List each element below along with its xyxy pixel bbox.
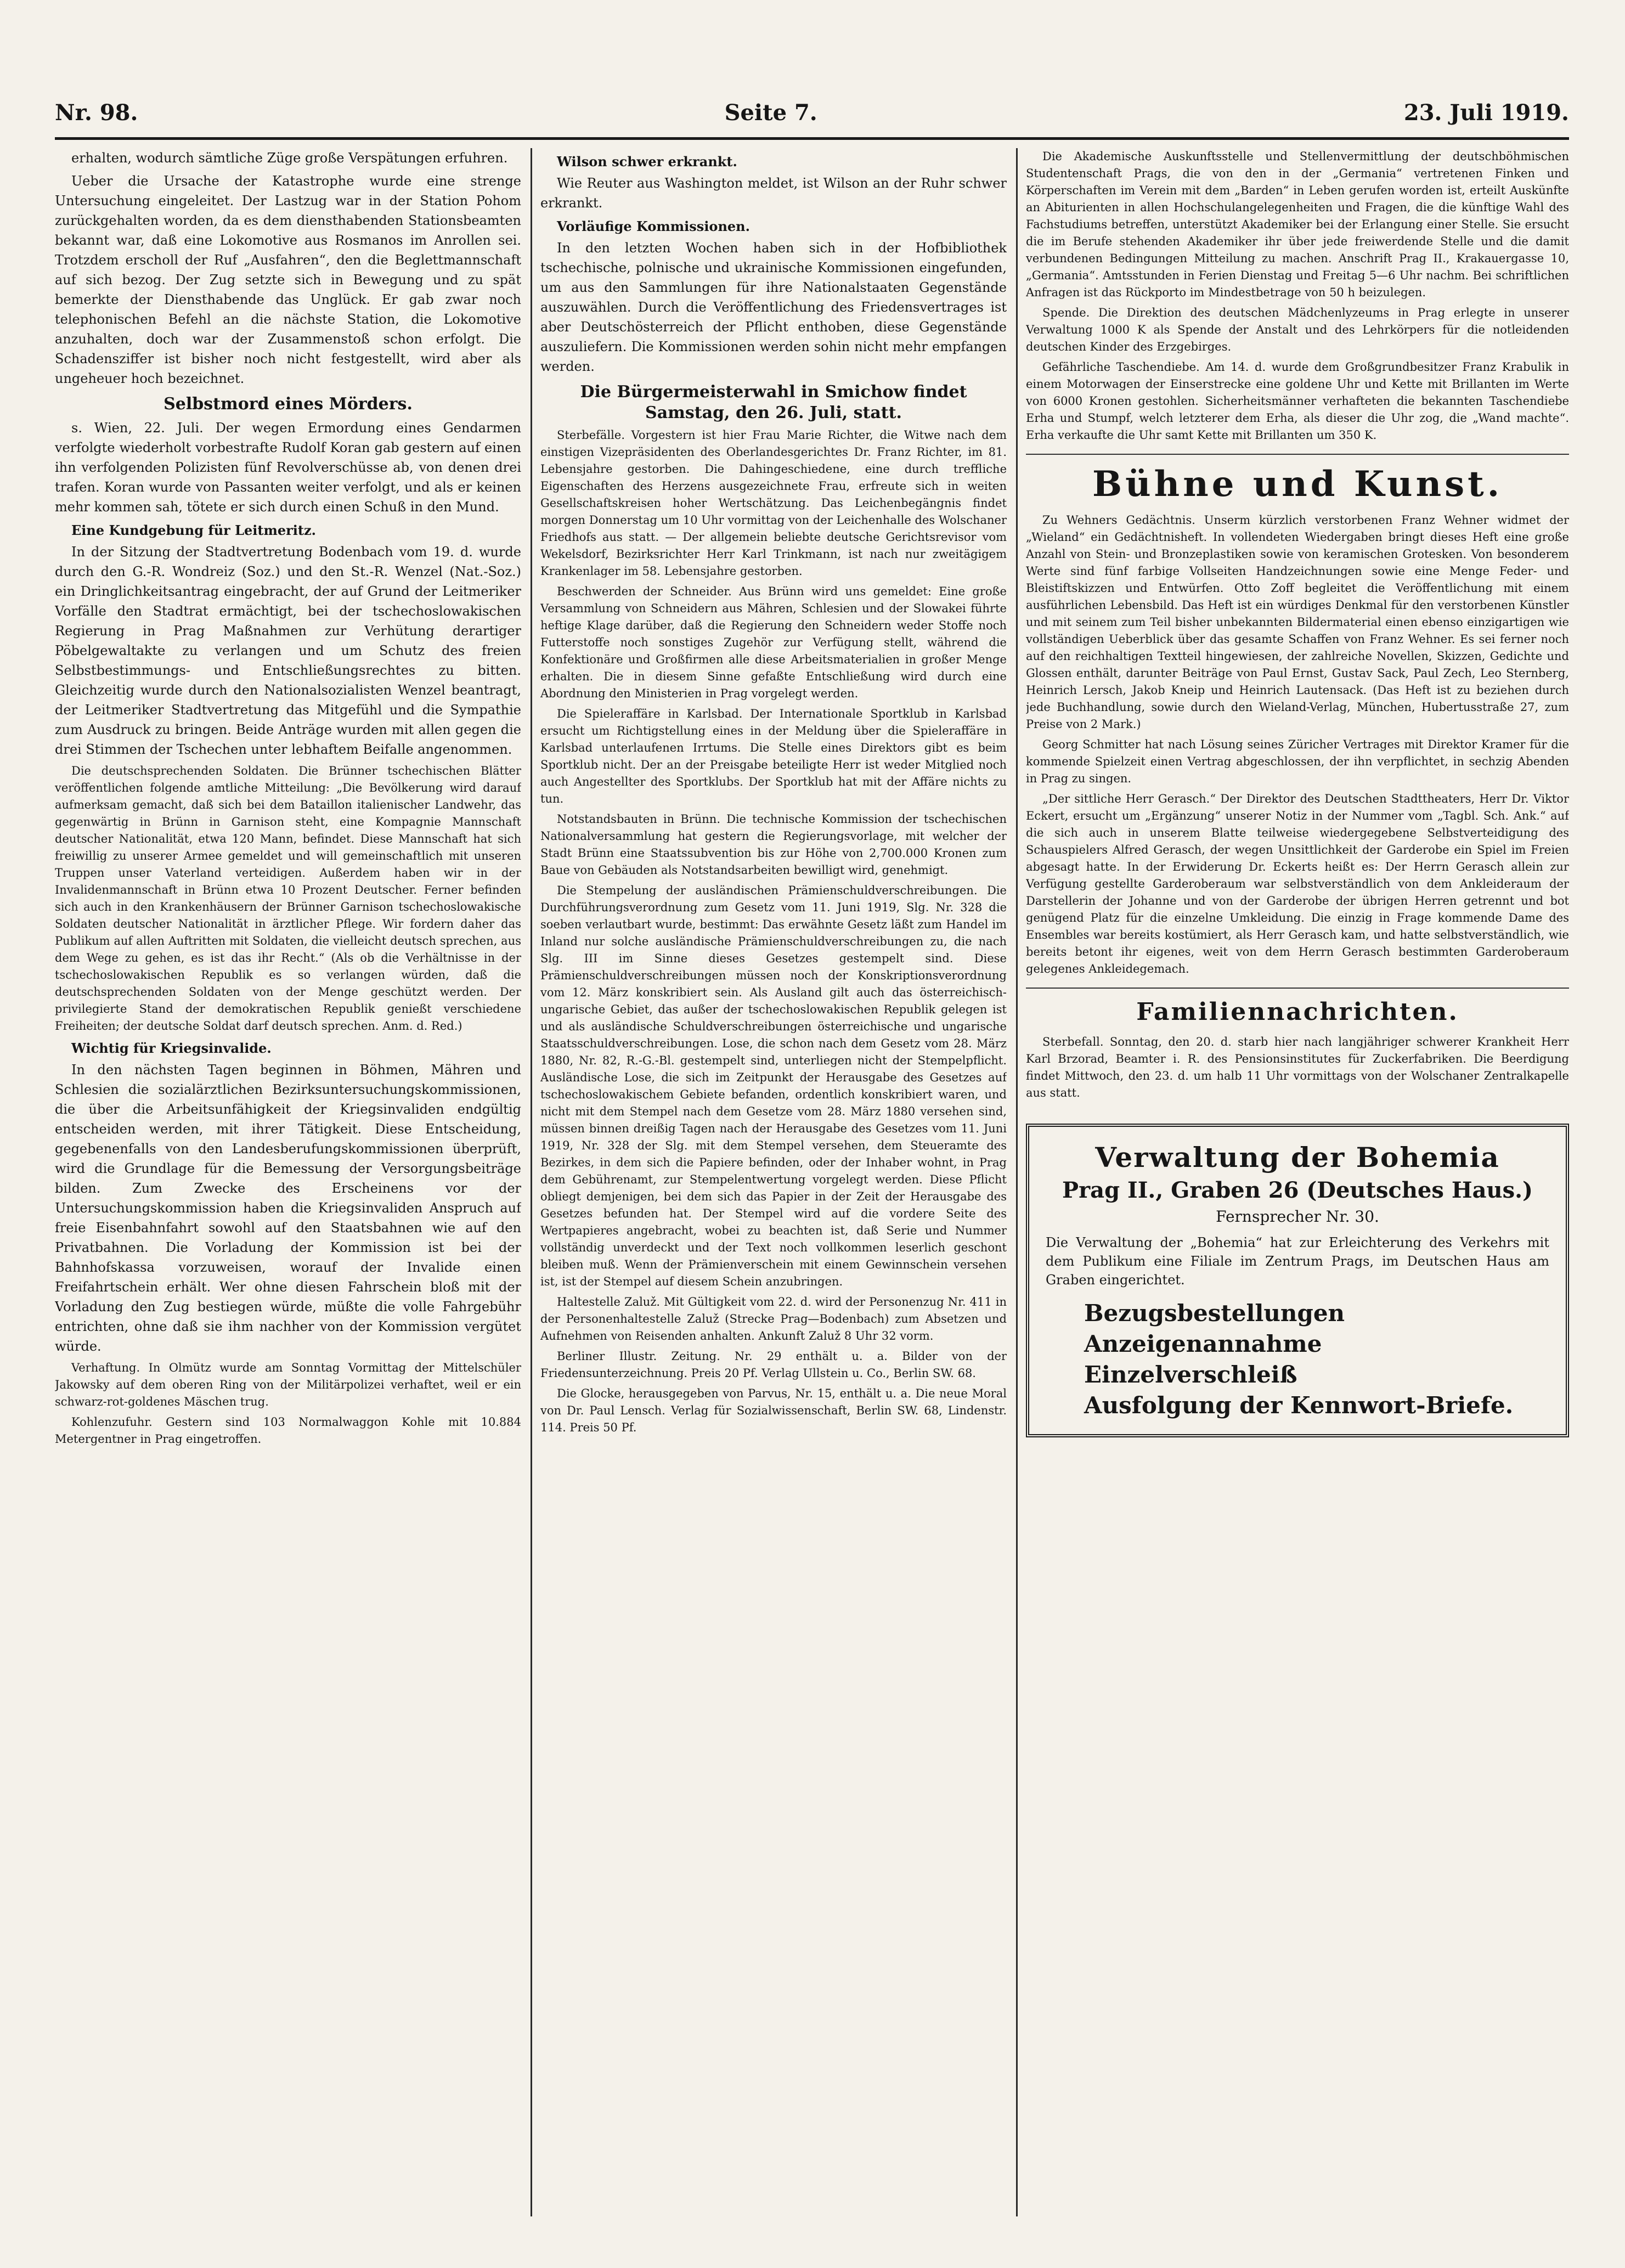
column-2 (540, 148, 1007, 2216)
article-headline: Selbstmord eines Mörders. (163, 394, 413, 414)
ad-service-item: Einzelverschleiß (1084, 1361, 1297, 1388)
header-rule (55, 137, 1569, 140)
article-paragraph: In den nächsten Tagen beginnen in Böhmen, Mähren und Schlesien die sozialärztlichen Bezirksuntersuchungskommissionen, die über die Arbeitsunfähigkeit der Kriegsinvaliden endgültig entscheiden werden, mit ihrer Tätigkeit. Diese Entscheidung, gegebenenfalls von den Landesberufungskommissionen überprüft, wird die Grundlage für die Bemessung der Versorgungsbeiträge bilden. Zum Zwecke des Erscheinens vor der Untersuchungskommission haben die Kriegsinvaliden Anspruch auf freie Eisenbahnfahrt sowohl auf den Staatsbahnen wie auf den Privatbahnen. Die Vorladung der Kommission ist bei der Bahnhofskassa vorzuweisen, worauf der Invalide einen Freifahrtschein erhält. Wer ohne diesen Fahrschein bloß mit der Vorladung den Zug bestiegen würde, müßte die volle Fahrgebühr entrichten, ohne daß sie ihm nachher von der Kommission vergütet würde. (55, 1062, 521, 1354)
issue-number: Nr. 98. (55, 99, 138, 126)
column-3-articles (1026, 148, 1569, 1102)
news-item: Die Glocke, herausgegeben von Parvus, Nr. 15, enthält u. a. Die neue Moral von Dr. Paul Lensch. Verlag für Sozialwissenschaft, Berlin SW. 68, Lindenstr. 114. Preis 50 Pf. (540, 1387, 1007, 1434)
article-paragraph: In der Sitzung der Stadtvertretung Bodenbach vom 19. d. wurde durch den G.-R. Wondreiz (Soz.) und den St.-R. Wenzel (Nat.-Soz.) ein Dringlichkeitsantrag eingebracht, der auf Grund der Leitmeriker Vorfälle den Stadtrat ermächtigt, bei der tschechoslowakischen Regierung in Prag Maßnahmen zur Verhütung derartiger Pöbelgewaltakte zu verlangen und um Schutz des freien Selbstbestimmungs- und Entschließungsrechtes zu bitten. Gleichzeitig wurde durch den Nationalsozialisten Wenzel beantragt, der Leitmeriker Stadtvertretung das Mitgefühl und die Sympathie zum Ausdruck zu bringen. Beide Anträge wurden mit allen gegen die drei Stimmen der Tschechen unter lebhaftem Beifalle angenommen. (55, 544, 521, 757)
section-rule (1026, 454, 1569, 455)
article-headline: Vorläufige Kommissionen. (557, 218, 750, 234)
article-paragraph: Ueber die Ursache der Katastrophe wurde eine strenge Untersuchung eingeleitet. Der Lastzug war in der Station Pohom zurückgehalten worden, da es dem diensthabenden Stationsbeamten bekannt war, daß eine Lokomotive aus Rosmanos im Anrollen sei. Trotzdem erscholl der Ruf „Ausfahren“, den die Beglettmannschaft auf sich bezog. Der Zug setzte sich in Bewegung und zu spät bemerkte der Diensthabende das Unglück. Er gab zwar noch telephonischen Befehl an die nächste Station, die Lokomotive anzuhalten, doch war der Zusammenstoß schon erfolgt. Die Schadensziffer ist bisher noch nicht festgestellt, wird aber als ungeheuer hoch bezeichnet. (55, 173, 521, 386)
news-item: Die Akademische Auskunftsstelle und Stellenvermittlung der deutschböhmischen Studentenschaft Prags, die von den in der „Germania“ vertretenen Finken und Körperschaften im Verein mit dem „Barden“ in Leben gerufen worden ist, erteilt Auskünfte an Abiturienten in allen Hochschulangelegenheiten und Fragen, die die künftige Wahl des Fachstudiums betreffen, unterstützt Akademiker bei der Erlangung einer Stelle. Sie ersucht die im Berufe stehenden Akademiker ihr über jede freiwerdende Stelle und die damit verbundenen Bedingungen Mitteilung zu machen. Anschrift Prag II., Krakauergasse 10, „Germania“. Amtsstunden in Ferien Dienstag und Freitag 5—6 Uhr nachm. Bei schriftlichen Anfragen ist das Rückporto im Mindestbetrage von 50 h beizulegen. (1026, 150, 1569, 299)
article-paragraph: In den letzten Wochen haben sich in der Hofbibliothek tschechische, polnische und ukrainische Kommissionen eingefunden, um aus den Sammlungen für ihre Nationalstaaten Gegenstände auszuwählen. Durch die Veröffentlichung des Friedensvertrages ist aber Deutschösterreich der Pflicht enthoben, diese Gegenstände auszuliefern. Die Kommissionen werden sohin nicht mehr empfangen werden. (540, 240, 1007, 374)
ad-services-list (1046, 1298, 1549, 1421)
news-item: Notstandsbauten in Brünn. Die technische Kommission der tschechischen Nationalversammlung hat gestern die Regierungsvorlage, mit welcher der Stadt Brünn eine Staatssubvention bis zur Höhe von 2,700.000 Kronen zum Baue von Gebäuden als Notstandsarbeiten bewilligt wird, genehmigt. (540, 813, 1007, 877)
issue-date: 23. Juli 1919. (1403, 99, 1569, 126)
news-item: Verhaftung. In Olmütz wurde am Sonntag Vormittag der Mittelschüler Jakowsky auf dem oberen Ring von der Militärpolizei verhaftet, weil er ein schwarz-rot-goldenes Mäschen trug. (55, 1361, 521, 1408)
article-paragraph: s. Wien, 22. Juli. Der wegen Ermordung eines Gendarmen verfolgte wiederholt vorbestrafte Rudolf Koran gab gestern auf einen ihn verfolgenden Polizisten fünf Revolverschüsse ab, von denen drei trafen. Koran wurde von Passanten weiter verfolgt, und als er keinen mehr kommen sah, tötete er sich durch einen Schuß in den Mund. (55, 420, 521, 515)
news-item: Kohlenzufuhr. Gestern sind 103 Normalwaggon Kohle mit 10.884 Metergentner in Prag eingetroffen. (55, 1415, 521, 1446)
article-headline: Wichtig für Kriegsinvalide. (71, 1040, 272, 1056)
ad-address: Prag II., Graben 26 (Deutsches Haus.) (1062, 1177, 1533, 1203)
news-item: Georg Schmitter hat nach Lösung seines Züricher Vertrages mit Direktor Kramer für die kommende Spielzeit einen Vertrag abgeschlossen, der ihn verpflichtet, in sechzig Abenden in Prag zu singen. (1026, 738, 1569, 785)
newspaper-page (55, 93, 1569, 2222)
article-paragraph: Wie Reuter aus Washington meldet, ist Wilson an der Ruhr schwer erkrankt. (540, 176, 1007, 211)
page-number: Seite 7. (724, 99, 817, 126)
article-headline: Die Bürgermeisterwahl in Smichow findet Samstag, den 26. Juli, statt. (580, 382, 967, 422)
ad-body: Die Verwaltung der „Bohemia“ hat zur Erleichterung des Verkehrs mit dem Publikum eine Filiale im Zentrum Prags, im Deutschen Haus am Graben eingerichtet. (1046, 1235, 1549, 1288)
ad-phone: Fernsprecher Nr. 30. (1216, 1208, 1379, 1226)
news-item: Zu Wehners Gedächtnis. Unserm kürzlich verstorbenen Franz Wehner widmet der „Wieland“ ein Gedächtnisheft. In vollendeten Wiedergaben bringt dieses Heft eine große Anzahl von Stein- und Bronzeplastiken sowie von keramischen Grotesken. Von besonderem Werte sind fünf farbige Vollseiten Handzeichnungen sowie eine Menge Feder- und Bleistiftskizzen und Entwürfen. Otto Zoff begleitet die Veröffentlichung mit einem ausführlichen Lebensbild. Das Heft ist ein würdiges Denkmal für den verstorbenen Künstler und mit seinem zum Teil bisher unbekannten Bildermaterial einen ebenso einzigartigen wie vollständigen Ueberblick über das gesamte Schaffen von Franz Wehner. Es sei ferner noch auf den reichhaltigen Textteil hingewiesen, der zahlreiche Novellen, Skizzen, Gedichte und Glossen enthält, darunter Beiträge von Paul Ernst, Gustav Sack, Paul Zech, Leo Sternberg, Heinrich Lersch, Jakob Kneip und Heinrich Lautensack. (Das Heft ist zu beziehen durch jede Buchhandlung, sowie durch den Wieland-Verlag, München, Hubertusstraße 27, zum Preise von 2 Mark.) (1026, 514, 1569, 731)
ad-title: Verwaltung der Bohemia (1095, 1141, 1500, 1174)
news-item: Die Spieleraffäre in Karlsbad. Der Internationale Sportklub in Karlsbad ersucht um Richtigstellung eines in der Meldung über die Spieleraffäre in Karlsbad unterlaufenen Irrtums. Die Stelle eines Direktors gibt es beim Sportklub nicht. Der an der Preisgabe beteiligte Herr ist weder Mitglied noch auch Angestellter des Sportklubs. Der Sportklub hat mit der Affäre nichts zu tun. (540, 707, 1007, 805)
news-item: Die Stempelung der ausländischen Prämienschuldverschreibungen. Die Durchführungsverordnung zum Gesetz vom 11. Juni 1919, Slg. Nr. 328 die soeben verlautbart wurde, bestimmt: Das erwähnte Gesetz läßt zum Handel im Inland nur solche ausländische Prämienschuldverschreibungen zu, die nach Slg. III im Sinne dieses Gesetzes gestempelt sind. Diese Prämienschuldverschreibungen müssen noch der Konskriptionsverordnung vom 12. März konskribiert sein. Als Ausland gilt auch das österreichisch-ungarische Gebiet, das außer der tschechoslowakischen Republik gelegen ist und als ausländische Schuldverschreibungen österreichische und ungarische Staatsschuldverschreibungen. Lose, die schon nach dem Gesetz vom 28. März 1880, Nr. 82, R.-G.-Bl. gestempelt sind, unterliegen nicht der Stempelpflicht. Ausländische Lose, die sich im Zeitpunkt der Herausgabe des Gesetzes auf tschechoslowakischem Gebiete befanden, ordentlich konskribiert waren, und nicht mit dem Stempel nach dem Gesetze vom 28. März 1880 versehen sind, müssen binnen dreißig Tagen nach der Herausgabe des Gesetzes vom 11. Juni 1919, Nr. 328 der Slg. mit dem Stempel versehen, dem Steueramte des Bezirkes, in dem sich die Papiere befinden, oder der Inhaber wohnt, in Prag dem Gebührenamt, zur Stempelentwertung vorgelegt werden. Diese Pflicht obliegt demjenigen, bei dem sich das Papier in der Zeit der Herausgabe des Gesetzes befunden hat. Der Stempel wird auf die vordere Seite des Wertpapieres angebracht, wobei zu beachten ist, daß Serie und Nummer vollständig unverdeckt und der Text noch vollkommen leserlich geschont bleiben muß. Wenn der Prämienverschein mit einem Gewinnschein versehen ist, ist der Stempel auf diesem Schein anzubringen. (540, 884, 1007, 1288)
ad-service-item: Ausfolgung der Kennwort-Briefe. (1084, 1392, 1514, 1419)
news-item: Berliner Illustr. Zeitung. Nr. 29 enthält u. a. Bilder von der Friedensunterzeichnung. Preis 20 Pf. Verlag Ullstein u. Co., Berlin SW. 68. (540, 1350, 1007, 1380)
news-item: „Der sittliche Herr Gerasch.“ Der Direktor des Deutschen Stadttheaters, Herr Dr. Viktor Eckert, ersucht um „Ergänzung“ unserer Notiz in der Nummer vom „Tagbl. Sch. Ank.“ auf die sich auch in unserem Blatte teilweise wiedergegebene Selbstverteidigung des Schauspielers Alfred Gerasch, der wegen Unsittlichkeit der Garderobe ein Spiel im Freien abgesagt hatte. In der Erwiderung Dr. Eckerts heißt es: Der Herrn Gerasch allein zur Verfügung gestellte Garderoberaum war selbstverständlich von dem Ankleideraum der Darstellerin der Johanne und von der Garderobe der übrigen Herren getrennt und bot genügend Platz für die einzelne Umkleidung. Die einzig in Frage kommende Dame des Ensembles war bereits kostümiert, als Herr Gerasch kam, und hatte selbstverständlich, wie bereits betont ihr eigenes, weit von dem Herrn Gerasch bestimmten Garderoberaum gelegenes Ankleidegemach. (1026, 792, 1569, 975)
news-item: Haltestelle Zaluž. Mit Gültigkeit vom 22. d. wird der Personenzug Nr. 411 in der Personenhaltestelle Zaluž (Strecke Prag—Bodenbach) zum Absetzen und Aufnehmen von Reisenden anhalten. Ankunft Zaluž 8 Uhr 32 vorm. (540, 1295, 1007, 1342)
section-title: Bühne und Kunst. (1092, 464, 1503, 505)
ad-service-item: Bezugsbestellungen (1084, 1300, 1345, 1327)
column-divider (531, 148, 532, 2216)
column-divider (1016, 148, 1018, 2216)
news-item: Sterbefall. Sonntag, den 20. d. starb hier nach langjähriger schwerer Krankheit Herr Karl Brzorad, Beamter i. R. des Pensionsinstitutes für Zuckerfabriken. Die Beerdigung findet Mittwoch, den 23. d. um halb 11 Uhr vormittags von der Wolschaner Zentralkapelle aus statt. (1026, 1035, 1569, 1099)
column-1 (55, 148, 521, 2216)
ad-service-item: Anzeigenannahme (1084, 1330, 1322, 1357)
news-item: Sterbefälle. Vorgestern ist hier Frau Marie Richter, die Witwe nach dem einstigen Vizepräsidenten des Oberlandesgerichtes Dr. Franz Richter, im 81. Lebensjahre gestorben. Die Dahingeschiedene, eine durch treffliche Eigenschaften des Herzens ausgezeichnete Frau, erfreute sich in weiten Gesellschaftskreisen hoher Wertschätzung. Das Leichenbegängnis findet morgen Donnerstag um 10 Uhr vormittag von der Leichenhalle des Wolschaner Friedhofs aus statt. — Der allgemein beliebte deutsche Gerichtsrevisor vom Wekelsdorf, Bezirksrichter Herr Karl Trinkmann, ist nach nur zweitägigem Krankenlager im 58. Lebensjahre gestorben. (540, 428, 1007, 578)
article-paragraph: erhalten, wodurch sämtliche Züge große Verspätungen erfuhren. (71, 150, 508, 166)
advertisement-box (1026, 1124, 1569, 1437)
section-title: Familiennachrichten. (1136, 998, 1459, 1026)
news-item: Beschwerden der Schneider. Aus Brünn wird uns gemeldet: Eine große Versammlung von Schneidern aus Mähren, Schlesien und der Slowakei führte heftige Klage darüber, daß die Regierung den Schneidern weder Stoffe noch Futterstoffe noch sonstiges Zugehör zur Verfügung stellt, während die Konfektionäre und Großfirmen alle diese Arbeitsmaterialien in großer Menge erhalten. Die in diesem Sinne gefaßte Entschließung wird durch eine Abordnung den Ministerien in Prag vorgelegt werden. (540, 585, 1007, 700)
article-headline: Wilson schwer erkrankt. (557, 154, 737, 170)
column-3 (1026, 148, 1569, 2216)
news-item: Spende. Die Direktion des deutschen Mädchenlyzeums in Prag erlegte in unserer Verwaltung 1000 K als Spende der Anstalt und des Lehrkörpers für die notleidenden deutschen Kinder des Erzgebirges. (1026, 306, 1569, 353)
news-item: Die deutschsprechenden Soldaten. Die Brünner tschechischen Blätter veröffentlichen folgende amtliche Mitteilung: „Die Bevölkerung wird darauf aufmerksam gemacht, daß sich bei dem Bataillon italienischer Landwehr, das gegenwärtig in Brünn in Garnison steht, eine Kompagnie Mannschaft deutscher Nationalität, etwa 120 Mann, befindet. Diese Mannschaft hat sich freiwillig zu unserer Armee gemeldet und will gemeinschaftlich mit unseren Truppen unser Vaterland verteidigen. Außerdem haben wir in der Invalidenmannschaft in Brünn etwa 10 Prozent Deutscher. Ferner befinden sich auch in den Krankenhäusern der Brünner Garnison tschechoslowakische Soldaten deutscher Nationalität in ärztlicher Pflege. Wir fordern daher das Publikum auf allen Auftritten mit Soldaten, die vielleicht deutsch sprechen, aus dem Wege zu gehen, es ist das ihr Recht.“ (Als ob die Verhältnisse in der tschechoslowakischen Republik es so verlangen würden, daß die deutschsprechenden Soldaten von der Menge geschützt werden. Der privilegierte Stand der demokratischen Republik genießt verschiedene Freiheiten; der deutsche Soldat darf deutsch sprechen. Anm. d. Red.) (55, 764, 521, 1033)
article-headline: Eine Kundgebung für Leitmeritz. (71, 522, 316, 538)
page-header (55, 93, 1569, 132)
section-rule (1026, 988, 1569, 989)
news-item: Gefährliche Taschendiebe. Am 14. d. wurde dem Großgrundbesitzer Franz Krabulik in einem Motorwagen der Einserstrecke eine goldene Uhr und Kette mit Brillanten im Werte von 6000 Kronen gestohlen. Sicherheitsmänner verhafteten die bekannten Taschendiebe Erha und Stumpf, welch letzterer dem Erha, als dieser die Uhr zog, die „Wand machte“. Erha verkaufte die Uhr samt Kette mit Brillanten um 350 K. (1026, 360, 1569, 442)
